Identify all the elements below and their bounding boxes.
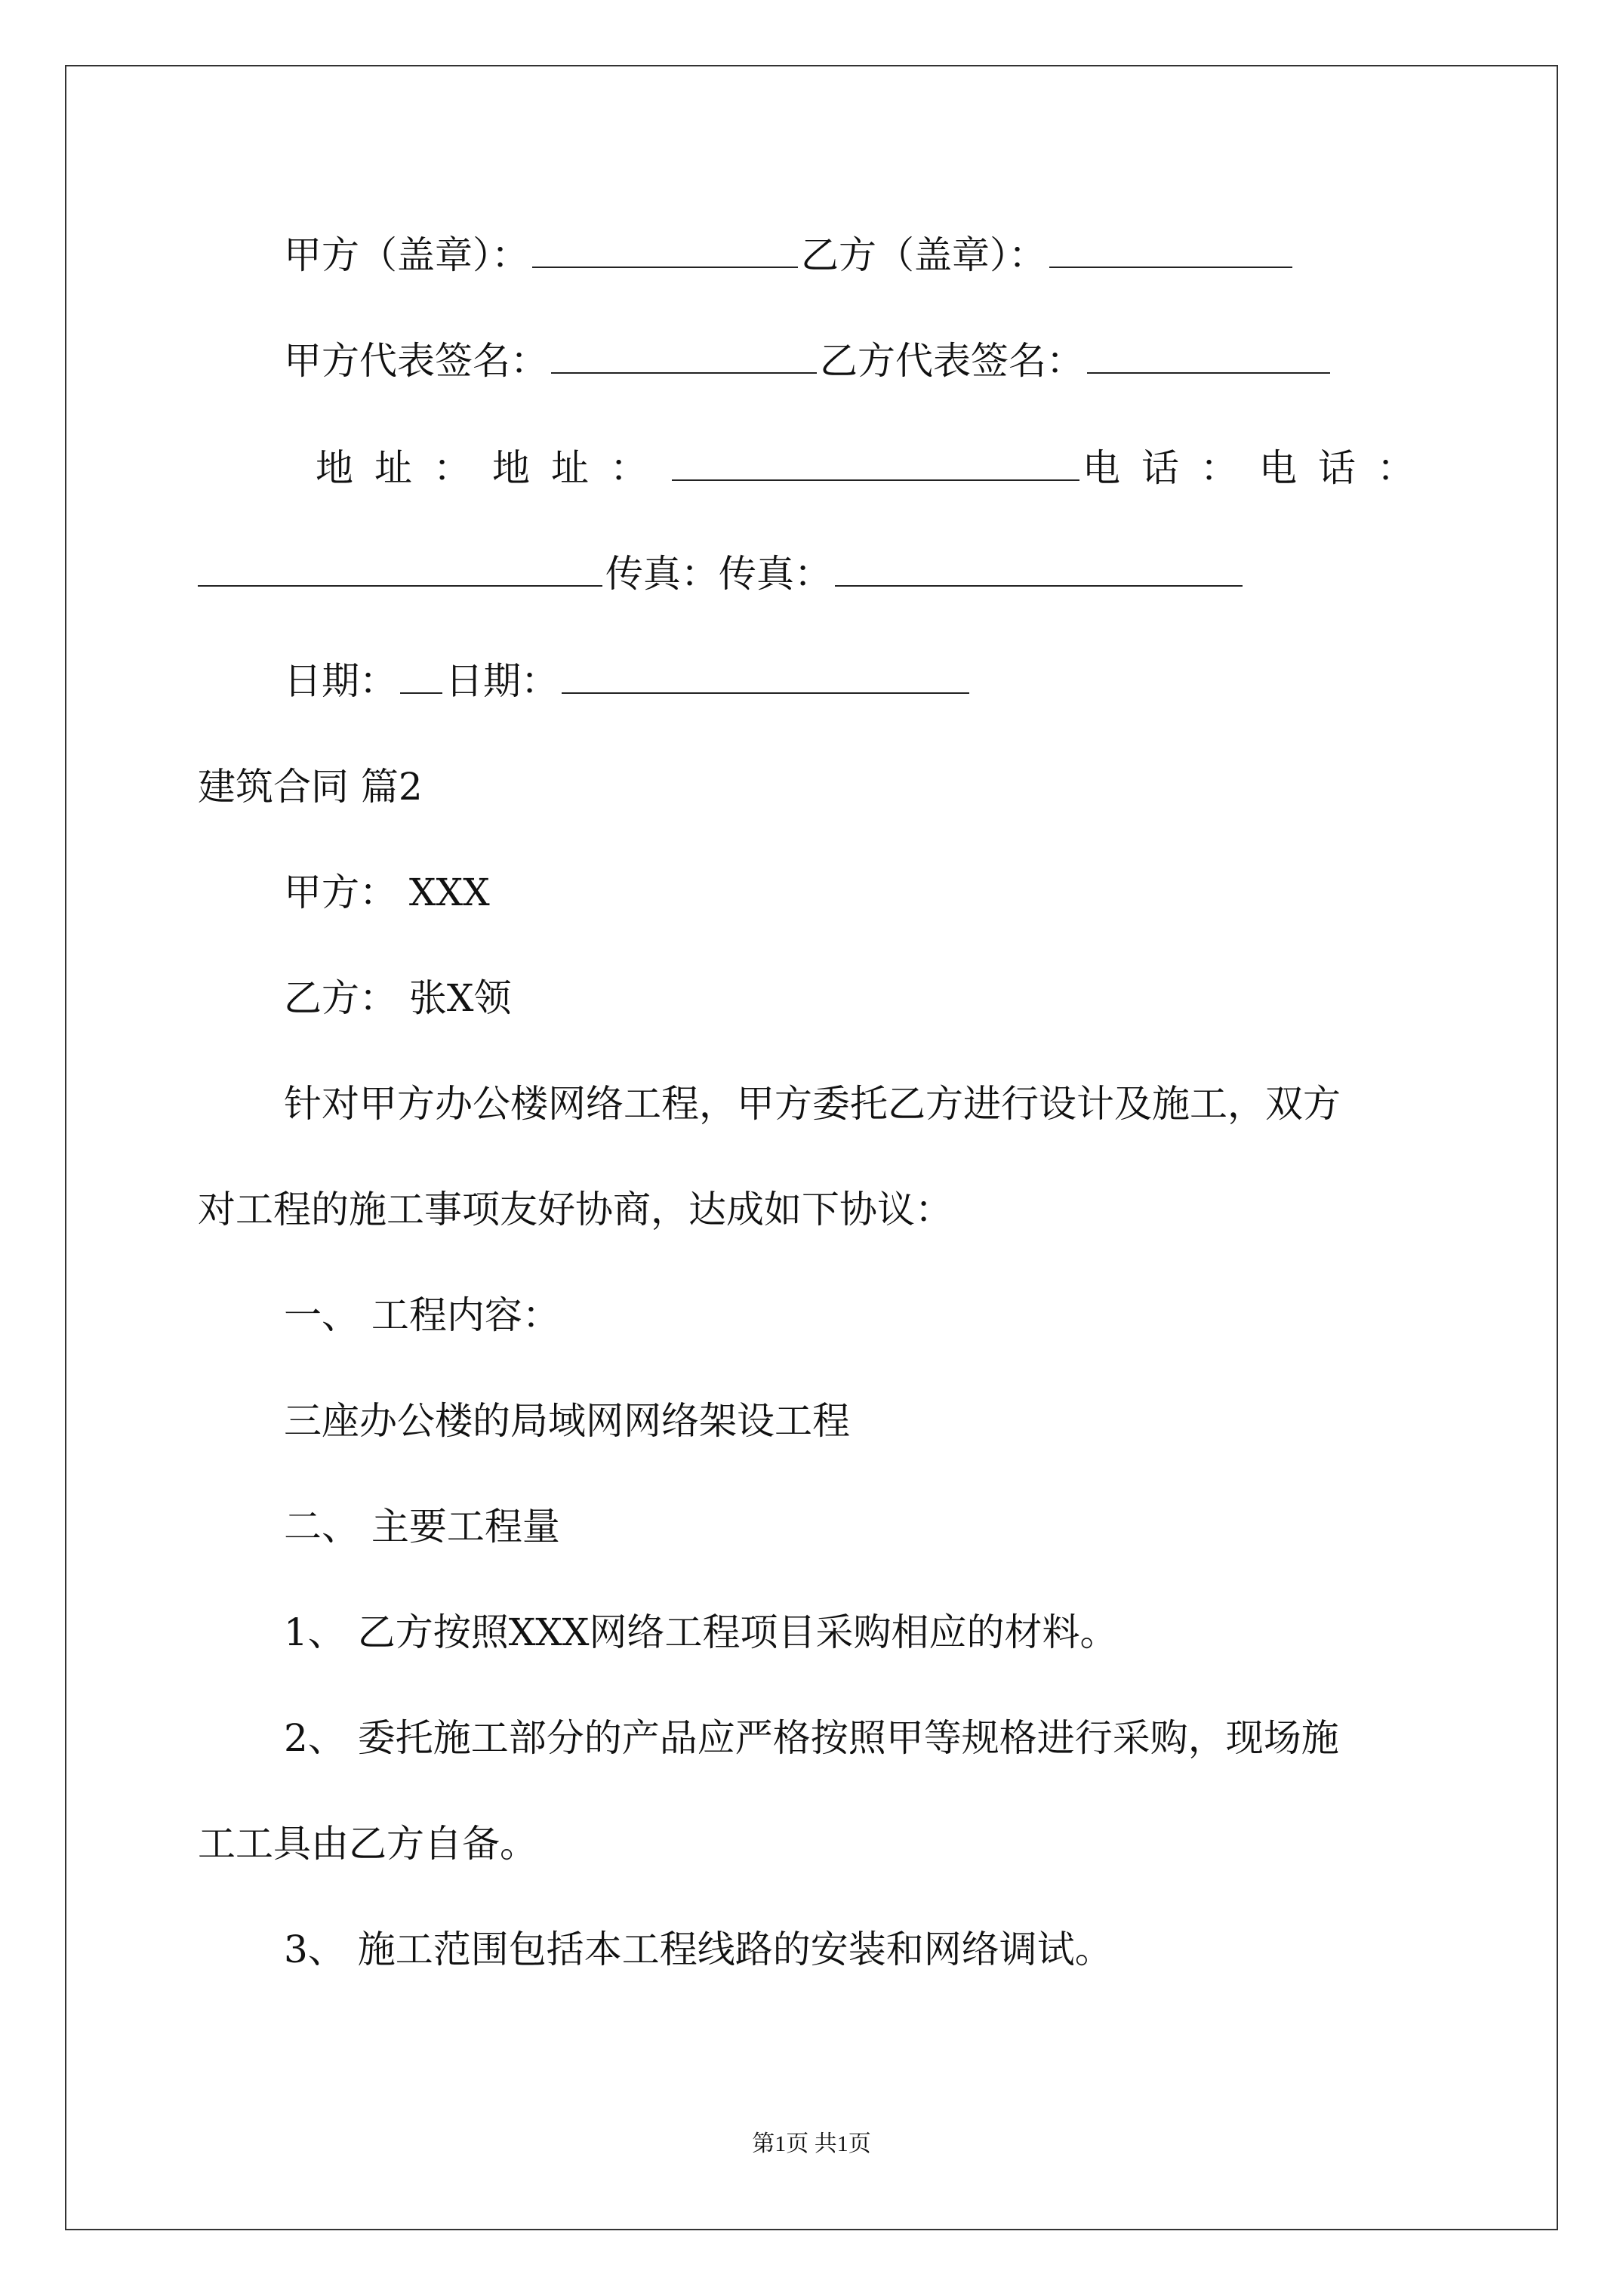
party-b-seal-label: 乙方（盖章）： (801, 233, 1046, 277)
address-phone-row (316, 445, 1436, 491)
party-b-line: 乙方： 张X领 (284, 976, 512, 1020)
address-b-label: 地址： (492, 446, 669, 490)
party-a-seal-label: 甲方（盖章）： (284, 233, 529, 277)
party-a-seal-blank (532, 233, 798, 268)
fax-blank (835, 552, 1243, 587)
date-a-label: 日期： (284, 659, 397, 703)
date-a-blank (400, 659, 442, 694)
party-b-seal-blank (1049, 233, 1292, 268)
fax-a-label: 传真： (605, 552, 719, 596)
party-a-line: 甲方： XXX (284, 871, 490, 914)
date-row (284, 658, 972, 704)
fax-row (198, 551, 1246, 596)
phone-a-label: 电话： (1083, 446, 1259, 490)
party-b-rep-label: 乙方代表签名： (820, 339, 1084, 383)
point-2-line-2: 工工具由乙方自备。 (198, 1822, 537, 1866)
point-1: 1、 乙方按照XXX网络工程项目采购相应的材料。 (284, 1610, 1118, 1654)
date-b-label: 日期： (445, 659, 559, 703)
party-a-rep-blank (551, 339, 817, 374)
date-b-blank (562, 659, 969, 694)
party-a-seal-row (284, 233, 1295, 278)
fax-b-label: 传真： (719, 552, 832, 596)
representative-row (284, 338, 1333, 384)
phone-blank (198, 552, 602, 587)
section-heading: 建筑合同 篇2 (198, 765, 423, 809)
party-a-rep-label: 甲方代表签名： (284, 339, 548, 383)
intro-paragraph-line-2: 对工程的施工事项友好协商，达成如下协议： (198, 1188, 953, 1231)
point-3: 3、 施工范围包括本工程线路的安装和网络调试。 (284, 1928, 1113, 1971)
address-a-label: 地址： (316, 446, 492, 490)
page-border (65, 65, 1558, 2230)
phone-b-label: 电话： (1259, 446, 1436, 490)
point-2-line-1: 2、 委托施工部分的产品应严格按照甲等规格进行采购，现场施 (284, 1716, 1339, 1760)
address-blank (672, 446, 1079, 481)
item-1-text: 三座办公楼的局域网网络架设工程 (284, 1399, 850, 1443)
party-b-rep-blank (1087, 339, 1330, 374)
page-number: 第1页 共1页 (752, 2131, 871, 2156)
intro-paragraph-line-1: 针对甲方办公楼网络工程，甲方委托乙方进行设计及施工，双方 (284, 1082, 1341, 1126)
item-2-title: 二、 主要工程量 (284, 1505, 560, 1549)
item-1-title: 一、 工程内容： (284, 1293, 560, 1337)
